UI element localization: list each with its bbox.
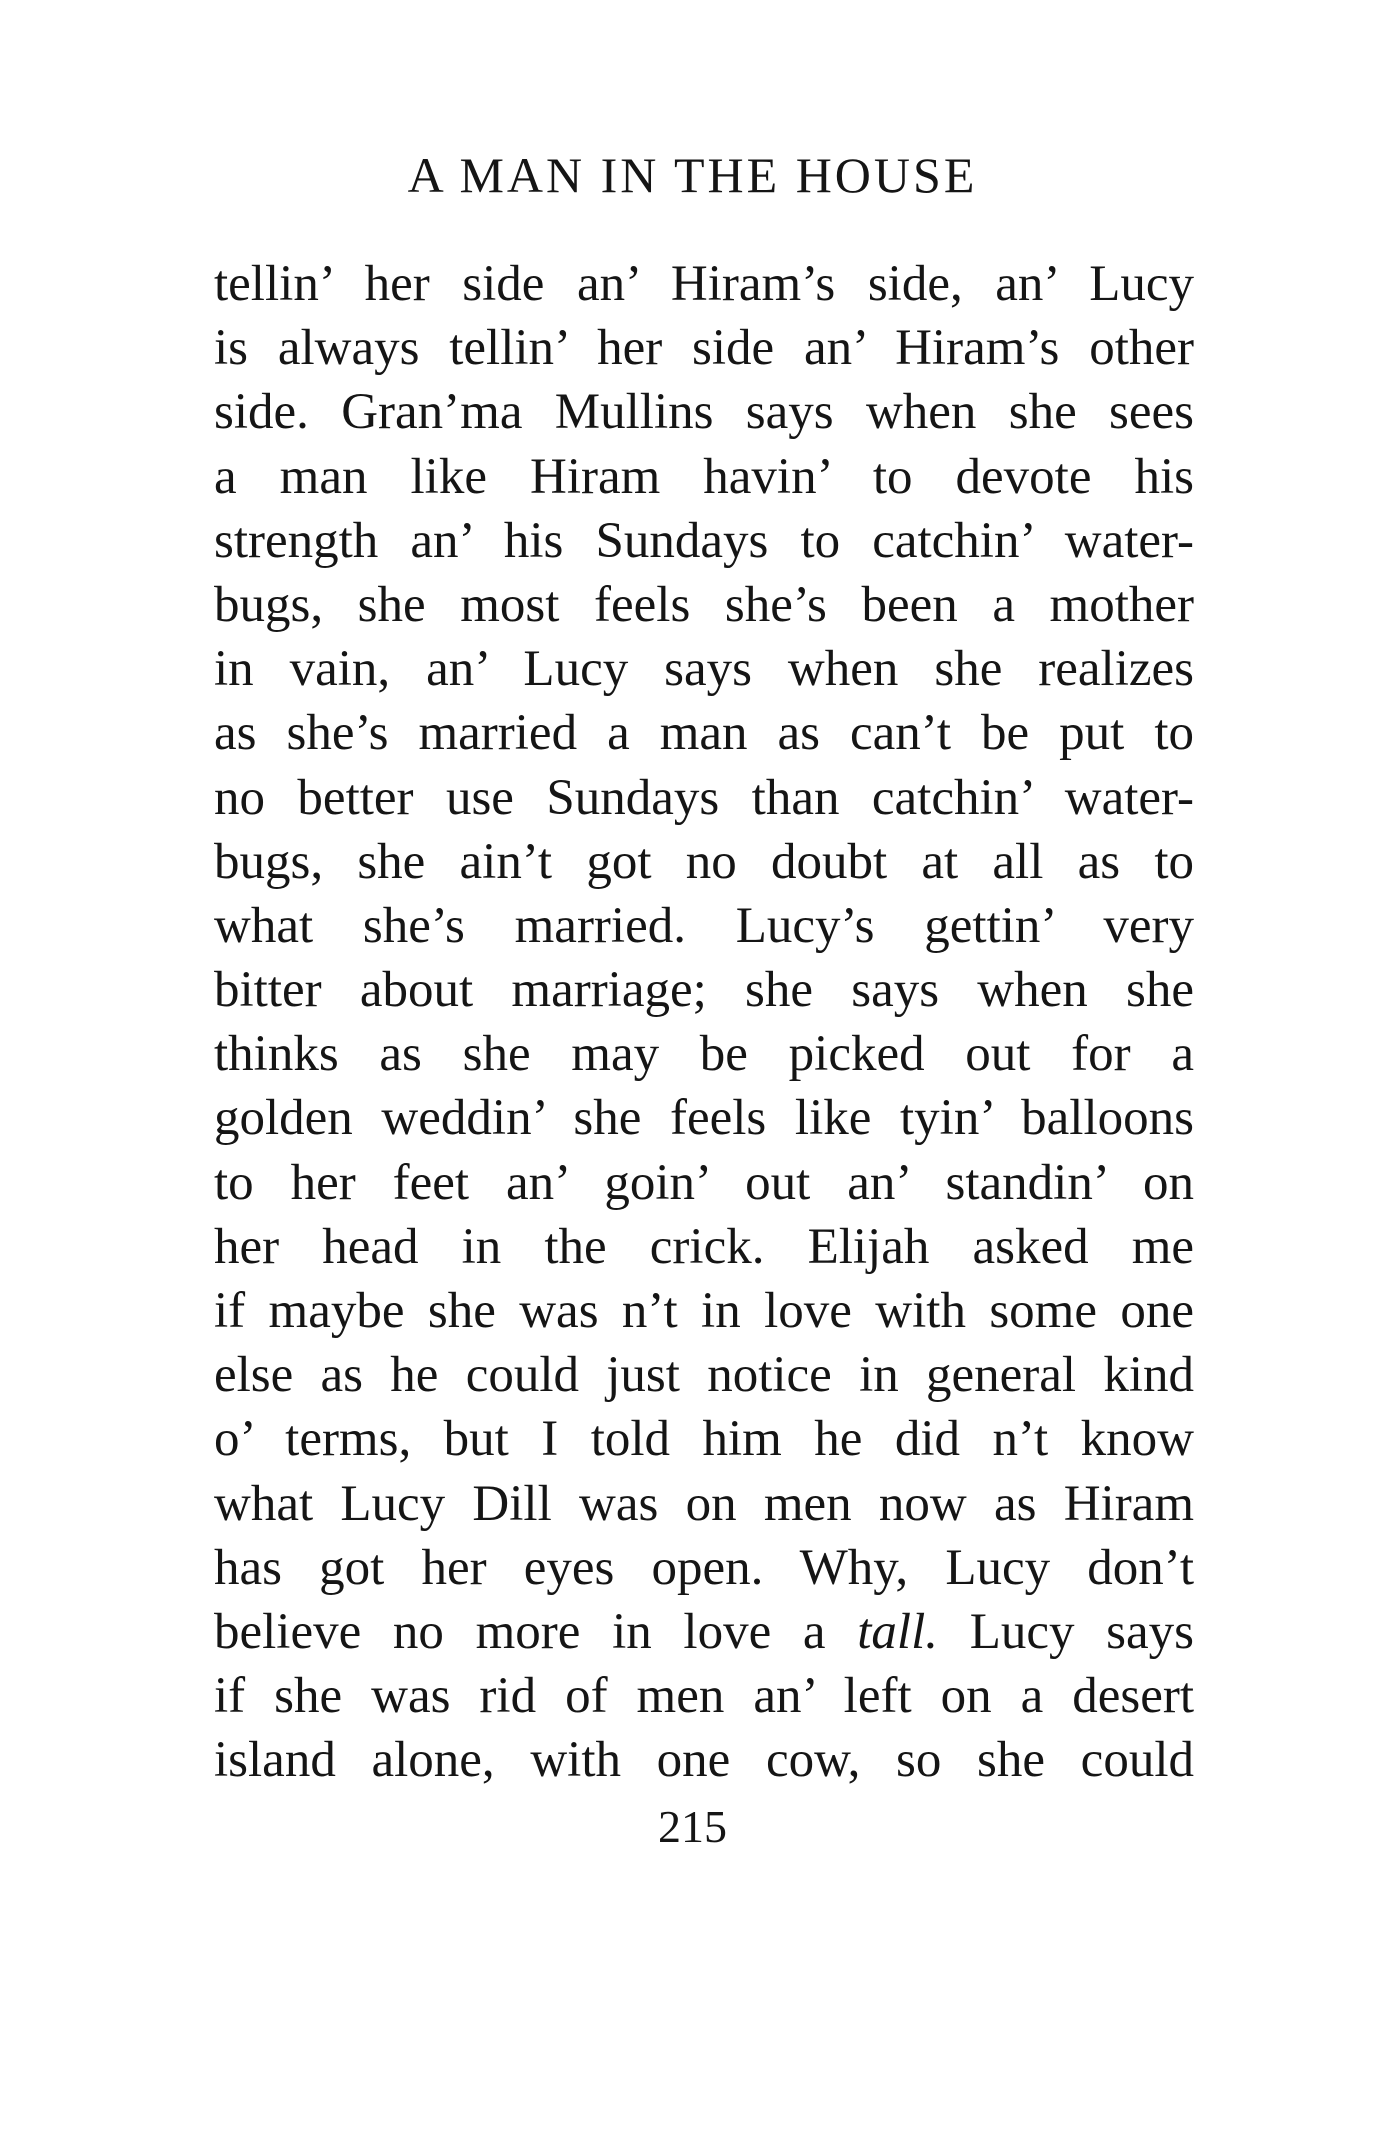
text-line: a man like Hiram havin’ to devote his — [214, 448, 1194, 505]
text-line: tellin’ her side an’ Hiram’s side, an’ Lucy — [214, 256, 1194, 312]
text-line: if maybe she was n’t in love with some one — [214, 1283, 1194, 1339]
text-line: bugs, she most feels she’s been a mother — [214, 576, 1194, 633]
text-line: is always tellin’ her side an’ Hiram’s other — [214, 320, 1194, 377]
text-line: if she was rid of men an’ left on a desert — [214, 1668, 1194, 1725]
text-line: island alone, with one cow, so she could — [214, 1732, 1194, 1789]
text-line: to her feet an’ goin’ out an’ standin’ on — [214, 1154, 1194, 1211]
text-line: as she’s married a man as can’t be put to — [214, 705, 1194, 762]
body-text — [214, 252, 1194, 1793]
text-line: has got her eyes open. Why, Lucy don’t — [214, 1539, 1194, 1596]
text-segment: believe no more in love a — [214, 1603, 826, 1660]
running-head: A MAN IN THE HOUSE — [407, 147, 978, 203]
text-line: o’ terms, but I told him he did n’t know — [214, 1411, 1194, 1468]
text-line: strength an’ his Sundays to catchin’ water- — [214, 512, 1194, 569]
text-line: golden weddin’ she feels like tyin’ balloons — [214, 1090, 1194, 1147]
italic-word: tall. — [857, 1603, 939, 1660]
text-line: her head in the crick. Elijah asked me — [214, 1218, 1194, 1275]
text-line: in vain, an’ Lucy says when she realizes — [214, 641, 1194, 698]
text-line: bitter about marriage; she says when she — [214, 962, 1194, 1019]
text-line: what she’s married. Lucy’s gettin’ very — [214, 897, 1194, 954]
text-line: else as he could just notice in general kind — [214, 1347, 1194, 1404]
text-line: side. Gran’ma Mullins says when she sees — [214, 384, 1194, 441]
text-line: bugs, she ain’t got no doubt at all as to — [214, 833, 1194, 890]
text-line-with-italic — [214, 1600, 1194, 1664]
text-line: thinks as she may be picked out for a — [214, 1026, 1194, 1083]
page-number: 215 — [658, 1801, 727, 1852]
text-line: no better use Sundays than catchin’ water- — [214, 769, 1194, 826]
text-segment: Lucy says — [969, 1603, 1195, 1660]
text-line: what Lucy Dill was on men now as Hiram — [214, 1475, 1194, 1532]
